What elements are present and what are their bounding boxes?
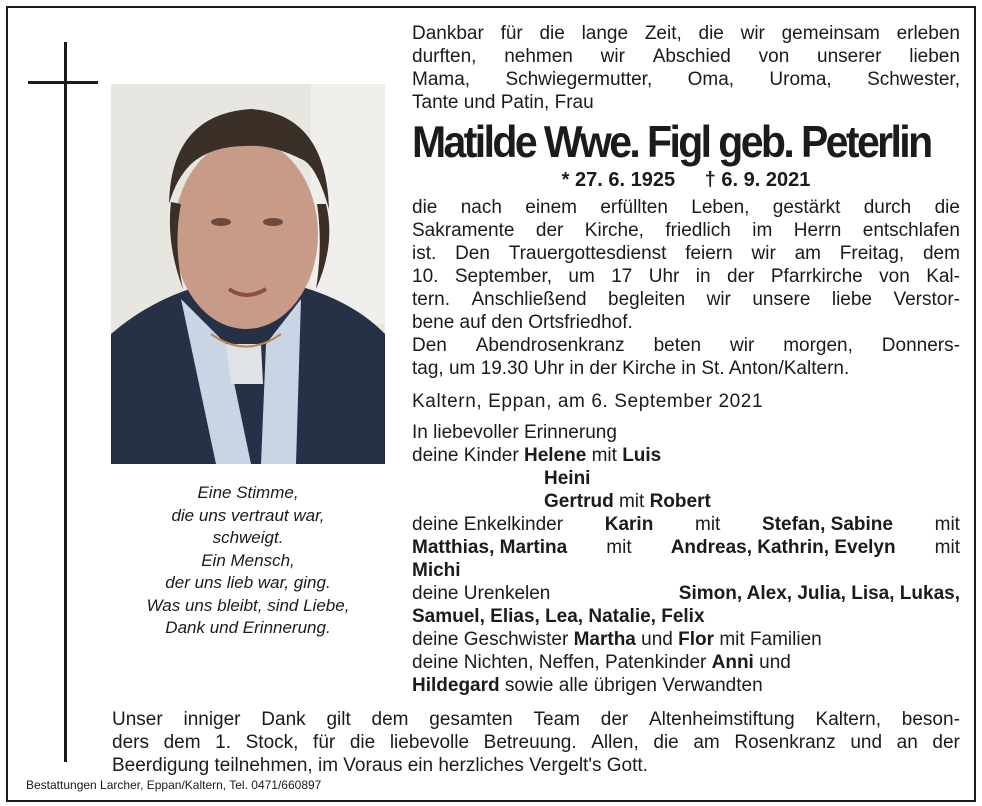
poem-line: schweigt. [212, 528, 284, 547]
deceased-name: Matilde Wwe. Figl geb. Peterlin [412, 117, 931, 167]
portrait-photo [111, 84, 385, 464]
intro-line: Tante und Patin, Frau [412, 92, 594, 113]
great-grandchildren-line: Samuel, Elias, Lea, Natalie, Felix [412, 606, 705, 627]
body-text [412, 196, 960, 380]
cross-icon-horizontal [28, 81, 98, 84]
body-line: bene auf den Ortsfriedhof. [412, 312, 633, 333]
cross-icon-vertical [64, 42, 67, 762]
body-line: Sakramente der Kirche, friedlich im Herrn entschlafen [412, 220, 960, 241]
children-line: Heini [544, 468, 591, 489]
thanks-line: Unser inniger Dank gilt dem gesamten Team der Altenheimstiftung Kaltern, beson- [112, 709, 960, 730]
thanks-line: ders dem 1. Stock, für die liebevolle Betreuung. Allen, die am Rosenkranz und an der [112, 732, 960, 753]
poem-line: Ein Mensch, [201, 550, 295, 570]
intro-line: Dankbar für die lange Zeit, die wir gemeinsam erleben [412, 23, 960, 44]
grandchildren-line: deine Enkelkinder Karin mit Stefan, Sabine mit [412, 514, 960, 535]
relatives-line: Hildegard sowie alle übrigen Verwandten [412, 675, 763, 696]
children-line: deine Kinder Helene mit Luis [412, 445, 662, 466]
body-line: ist. Den Trauergottesdienst feiern wir am Freitag, dem [412, 243, 960, 264]
obituary-notice [6, 6, 976, 802]
body-line: tern. Anschließend begleiten wir unsere liebe Verstor- [412, 289, 960, 310]
poem-line: der uns lieb war, ging. [165, 573, 331, 592]
death-date: † 6. 9. 2021 [704, 169, 811, 191]
poem-line: Was uns bleibt, sind Liebe, [146, 595, 350, 615]
life-dates [412, 168, 960, 192]
siblings-line: deine Geschwister Martha und Flor mit Familien [412, 629, 822, 650]
intro-text [412, 22, 960, 114]
thanks-text [112, 708, 960, 777]
poem [111, 482, 385, 640]
poem-line: Dank und Erinnerung. [165, 618, 331, 637]
funeral-home-footer: Bestattungen Larcher, Eppan/Kaltern, Tel. 0471/660897 [26, 778, 322, 792]
grandchildren-line: Michi [412, 560, 461, 581]
children-line: Gertrud mit Robert [544, 491, 711, 512]
body-line: 10. September, um 17 Uhr in der Pfarrkirche von Kal- [412, 266, 960, 287]
nieces-line: deine Nichten, Neffen, Patenkinder Anni und [412, 652, 791, 673]
grandchildren-line: Matthias, Martina mit Andreas, Kathrin, Evelyn mit [412, 537, 960, 558]
intro-line: Mama, Schwiegermutter, Oma, Uroma, Schwester, [412, 69, 960, 90]
intro-line: durften, nehmen wir Abschied von unserer lieben [412, 46, 960, 67]
poem-line: die uns vertraut war, [171, 505, 325, 525]
body-line: die nach einem erfüllten Leben, gestärkt durch die [412, 197, 960, 218]
great-grandchildren-line: deine Urenkelen Simon, Alex, Julia, Lisa, Lukas, [412, 583, 960, 604]
body-line: tag, um 19.30 Uhr in der Kirche in St. Anton/Kaltern. [412, 358, 850, 379]
thanks-line: Beerdigung teilnehmen, im Voraus ein herzliches Vergelt's Gott. [112, 755, 648, 776]
family-list [412, 421, 960, 697]
birth-date: * 27. 6. 1925 [561, 169, 676, 191]
body-line: Den Abendrosenkranz beten wir morgen, Donners- [412, 335, 960, 356]
place-date: Kaltern, Eppan, am 6. September 2021 [412, 391, 764, 412]
poem-line: Eine Stimme, [197, 483, 299, 502]
remembrance-line: In liebevoller Erinnerung [412, 422, 617, 443]
